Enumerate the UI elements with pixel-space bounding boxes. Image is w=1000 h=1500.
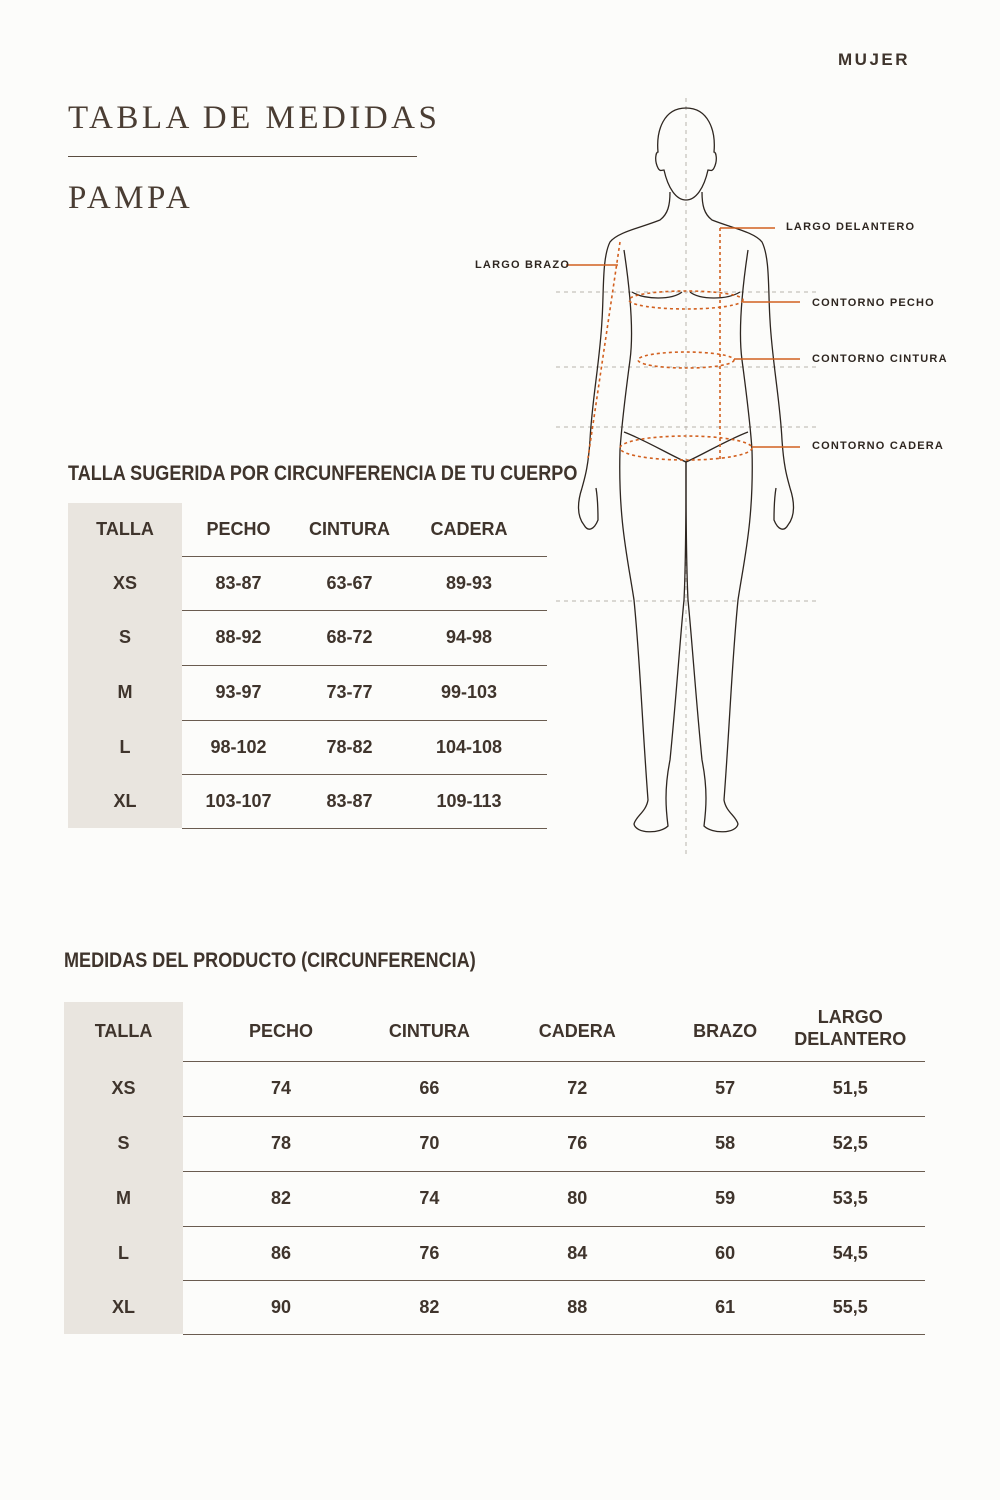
table-row [68, 665, 547, 720]
size-cell: XS [68, 556, 182, 610]
size-cell: L [68, 720, 182, 774]
size-cell: M [68, 665, 182, 720]
hip-cell: 99-103 [404, 665, 534, 720]
size-cell: S [68, 610, 182, 665]
size-cell: XS [64, 1061, 183, 1116]
label-largo-delantero: LARGO DELANTERO [786, 221, 916, 233]
table-row [68, 556, 547, 610]
hip-cell: 88 [480, 1280, 675, 1334]
header-cadera: CADERA [430, 518, 508, 539]
header-cintura: CINTURA [388, 1020, 470, 1041]
table-row [64, 1226, 925, 1280]
arm-cell: 59 [675, 1171, 776, 1226]
chest-cell: 86 [183, 1226, 379, 1280]
header-brazo: BRAZO [693, 1020, 758, 1041]
table-row [68, 720, 547, 774]
gender-badge: MUJER [838, 50, 911, 69]
chest-cell: 93-97 [182, 665, 295, 720]
waist-cell: 68-72 [295, 610, 404, 665]
waist-cell: 78-82 [295, 720, 404, 774]
table-row [64, 1061, 925, 1116]
body-table-title: TALLA SUGERIDA POR CIRCUNFERENCIA DE TU CUERPO [68, 462, 578, 485]
table-header-row [64, 1002, 925, 1061]
hip-cell: 94-98 [404, 610, 534, 665]
table-row [68, 610, 547, 665]
front-length-cell: 51,5 [776, 1061, 925, 1116]
body-size-table [68, 503, 547, 829]
header-cintura: CINTURA [309, 518, 390, 539]
header-talla: TALLA [68, 503, 182, 556]
size-cell: XL [64, 1280, 183, 1334]
chest-cell: 88-92 [182, 610, 295, 665]
hip-cell: 76 [480, 1116, 675, 1171]
front-length-cell: 53,5 [776, 1171, 925, 1226]
table-row [64, 1171, 925, 1226]
arm-cell: 58 [675, 1116, 776, 1171]
chest-cell: 90 [183, 1280, 379, 1334]
table-row [68, 774, 547, 828]
product-name: PAMPA [68, 180, 194, 216]
table-row [64, 1280, 925, 1334]
waist-cell: 83-87 [295, 774, 404, 828]
waist-cell: 82 [379, 1280, 480, 1334]
size-cell: L [64, 1226, 183, 1280]
front-length-cell: 52,5 [776, 1116, 925, 1171]
hip-cell: 109-113 [404, 774, 534, 828]
header-talla: TALLA [64, 1002, 183, 1061]
measurement-markings [566, 228, 800, 460]
arm-cell: 60 [675, 1226, 776, 1280]
chest-cell: 103-107 [182, 774, 295, 828]
label-contorno-cadera: CONTORNO CADERA [812, 440, 945, 452]
hip-cell: 72 [480, 1061, 675, 1116]
chest-cell: 74 [183, 1061, 379, 1116]
waist-cell: 76 [379, 1226, 480, 1280]
arm-cell: 61 [675, 1280, 776, 1334]
table-header-row [68, 503, 547, 556]
hip-cell: 84 [480, 1226, 675, 1280]
hip-cell: 80 [480, 1171, 675, 1226]
waist-cell: 63-67 [295, 556, 404, 610]
product-table-title: MEDIDAS DEL PRODUCTO (CIRCUNFERENCIA) [64, 949, 476, 972]
chest-cell: 78 [183, 1116, 379, 1171]
header-largo-delantero: LARGO DELANTERO [794, 1007, 907, 1050]
label-contorno-pecho: CONTORNO PECHO [812, 297, 935, 309]
size-cell: S [64, 1116, 183, 1171]
hip-cell: 104-108 [404, 720, 534, 774]
label-largo-brazo: LARGO BRAZO [475, 259, 571, 271]
waist-cell: 70 [379, 1116, 480, 1171]
size-cell: M [64, 1171, 183, 1226]
header-pecho: PECHO [206, 518, 271, 539]
hip-cell: 89-93 [404, 556, 534, 610]
page-title: TABLA DE MEDIDAS [68, 100, 441, 136]
table-row [64, 1116, 925, 1171]
header-pecho: PECHO [248, 1020, 313, 1041]
front-length-cell: 55,5 [776, 1280, 925, 1334]
chest-cell: 83-87 [182, 556, 295, 610]
header-cadera: CADERA [538, 1020, 616, 1041]
label-contorno-cintura: CONTORNO CINTURA [812, 353, 948, 365]
size-cell: XL [68, 774, 182, 828]
chest-cell: 98-102 [182, 720, 295, 774]
waist-cell: 66 [379, 1061, 480, 1116]
product-size-table [64, 1002, 925, 1335]
front-length-cell: 54,5 [776, 1226, 925, 1280]
chest-cell: 82 [183, 1171, 379, 1226]
waist-cell: 74 [379, 1171, 480, 1226]
arm-cell: 57 [675, 1061, 776, 1116]
waist-cell: 73-77 [295, 665, 404, 720]
